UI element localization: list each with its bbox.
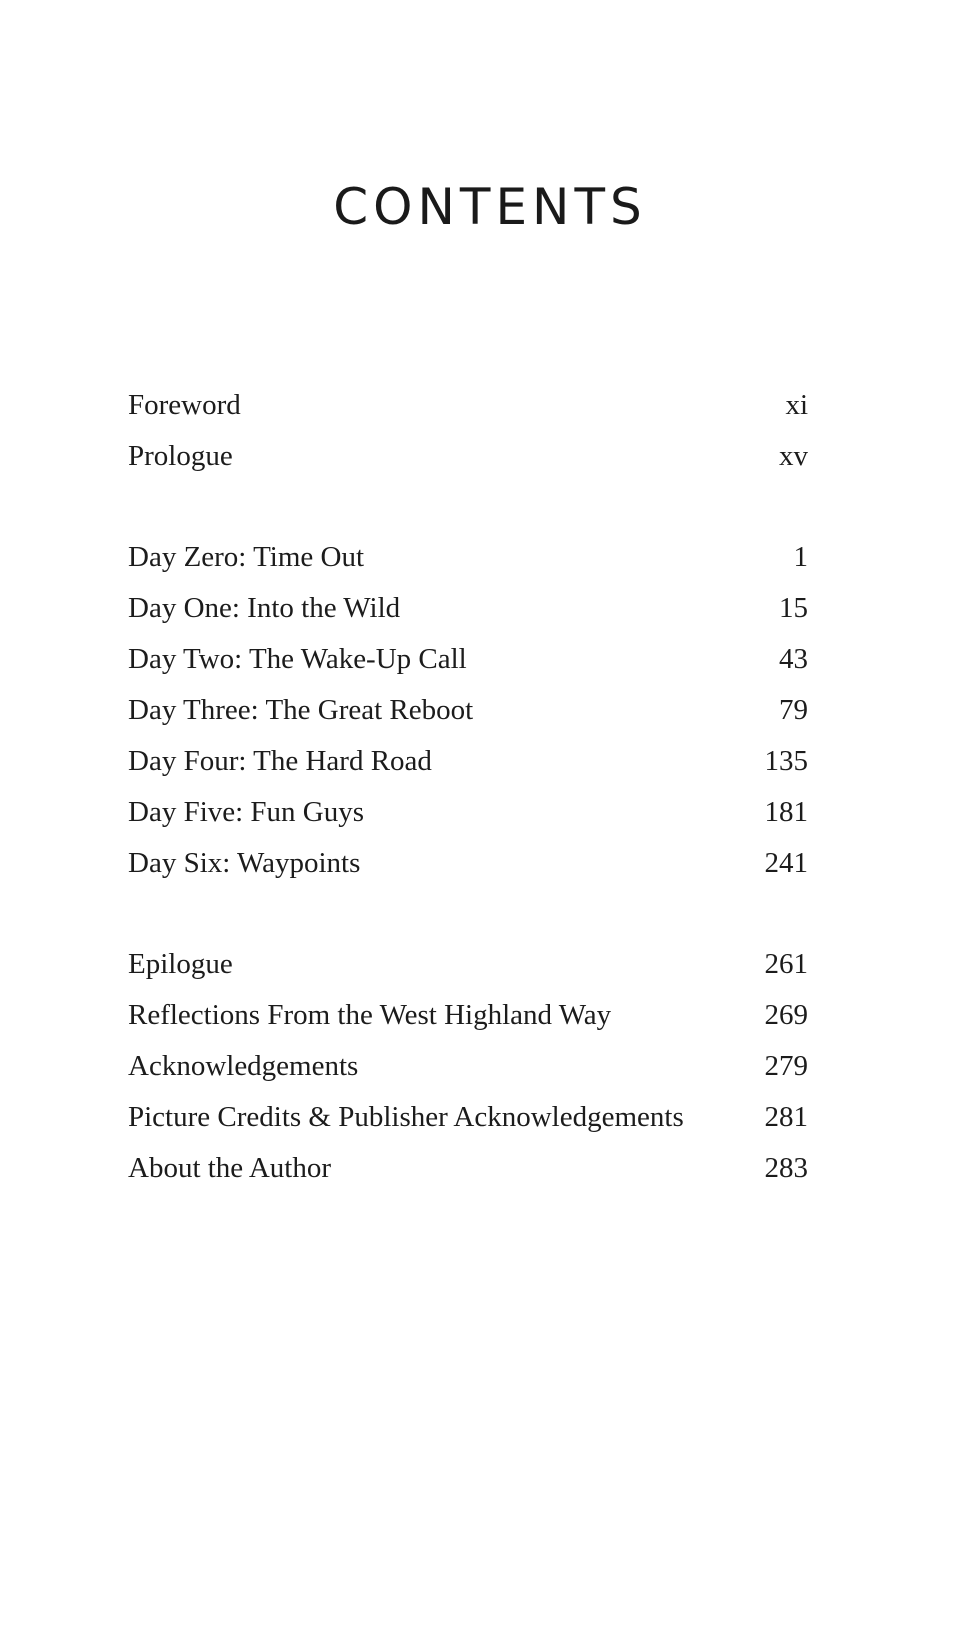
toc-entry-acknowledgements[interactable] [128,1041,808,1092]
table-of-contents [128,380,808,1194]
toc-entry-title: Picture Credits & Publisher Acknowledgements [128,1101,684,1133]
toc-entry-page-number: xv [779,440,808,472]
toc-entry-picture-credits[interactable] [128,1092,808,1143]
toc-entry-title: Day Six: Waypoints [128,847,361,879]
toc-entry-day-two[interactable] [128,634,808,685]
toc-group-back-matter [128,939,808,1194]
toc-entry-reflections[interactable] [128,990,808,1041]
toc-entry-page-number: 241 [764,847,808,879]
toc-entry-title: Epilogue [128,948,233,980]
toc-entry-page-number: 283 [764,1152,808,1184]
toc-entry-page-number: 269 [764,999,808,1031]
page-title: CONTENTS [333,178,647,236]
toc-entry-page-number: 279 [764,1050,808,1082]
toc-entry-title: About the Author [128,1152,331,1184]
toc-entry-title: Reflections From the West Highland Way [128,999,612,1031]
toc-entry-day-six[interactable] [128,838,808,889]
toc-entry-title: Day Four: The Hard Road [128,745,432,777]
toc-entry-page-number: 43 [779,643,808,675]
toc-entry-title: Day Three: The Great Reboot [128,694,474,726]
toc-entry-page-number: 1 [793,541,808,573]
toc-group-chapters [128,532,808,889]
toc-entry-page-number: 261 [764,948,808,980]
toc-entry-day-three[interactable] [128,685,808,736]
toc-entry-page-number: xi [785,389,808,421]
toc-entry-page-number: 15 [779,592,808,624]
toc-entry-title: Day One: Into the Wild [128,592,401,624]
toc-entry-title: Day Zero: Time Out [128,541,365,573]
toc-entry-prologue[interactable] [128,431,808,482]
toc-entry-title: Prologue [128,440,233,472]
toc-entry-day-zero[interactable] [128,532,808,583]
toc-entry-page-number: 135 [764,745,808,777]
toc-entry-page-number: 281 [764,1101,808,1133]
toc-entry-page-number: 79 [779,694,808,726]
toc-entry-day-one[interactable] [128,583,808,634]
toc-entry-epilogue[interactable] [128,939,808,990]
toc-group-front-matter [128,380,808,482]
toc-entry-about-the-author[interactable] [128,1143,808,1194]
toc-entry-day-four[interactable] [128,736,808,787]
toc-entry-foreword[interactable] [128,380,808,431]
toc-entry-title: Day Five: Fun Guys [128,796,365,828]
toc-entry-title: Day Two: The Wake-Up Call [128,643,467,675]
toc-entry-title: Acknowledgements [128,1050,359,1082]
toc-entry-day-five[interactable] [128,787,808,838]
toc-entry-page-number: 181 [764,796,808,828]
toc-entry-title: Foreword [128,389,241,421]
